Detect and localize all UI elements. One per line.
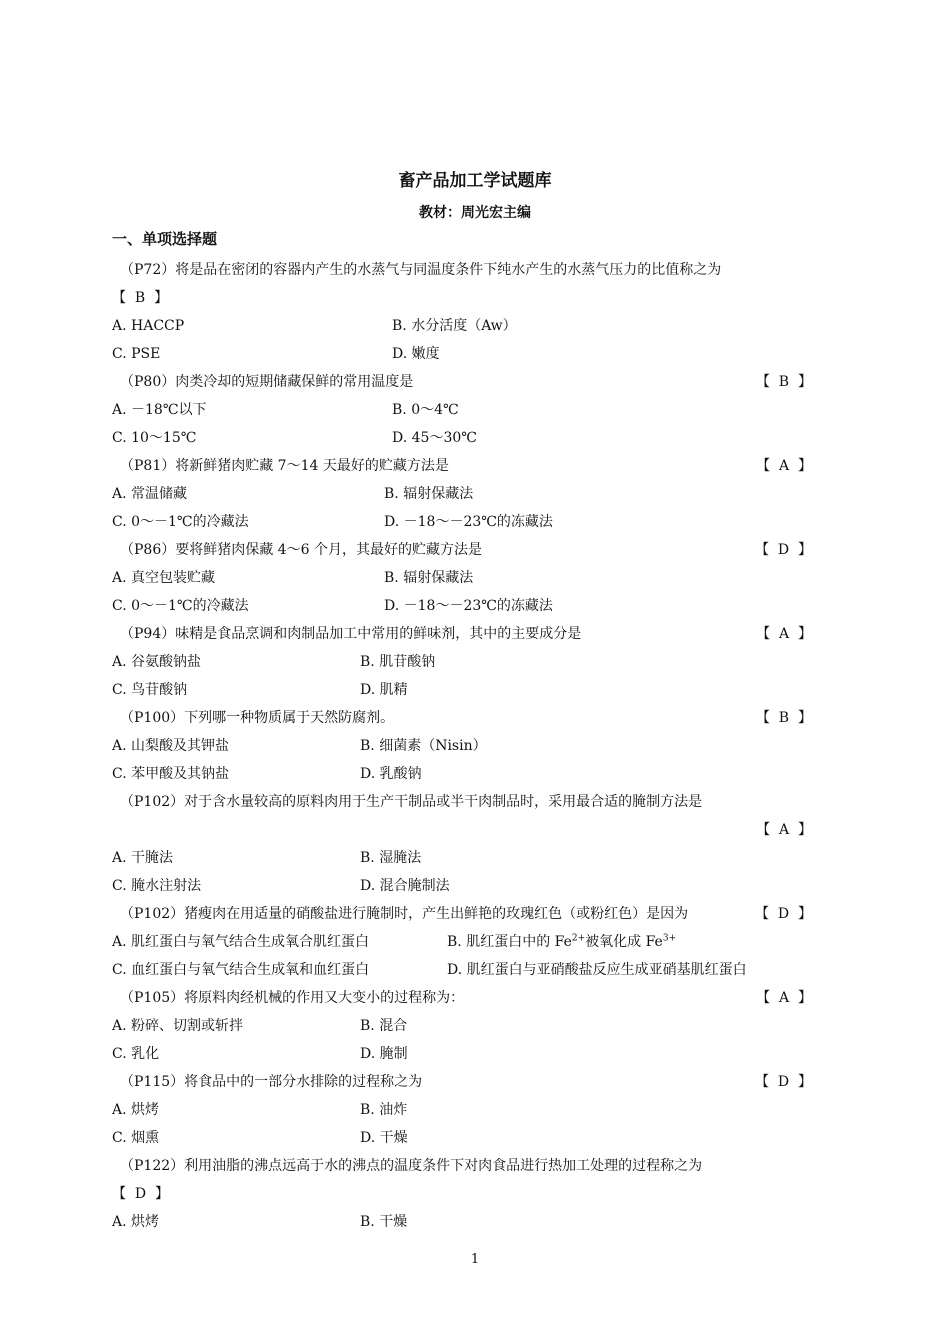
option-a: A. 干腌法 xyxy=(112,850,174,866)
option-row xyxy=(112,844,812,872)
question-text: （P102）猪瘦肉在用适量的硝酸盐进行腌制时，产生出鲜艳的玫瑰红色（或粉红色）是因为 xyxy=(120,906,689,922)
option-c: C. 鸟苷酸钠 xyxy=(112,682,188,698)
option-row xyxy=(112,1096,812,1124)
option-row xyxy=(112,1040,812,1068)
answer-line xyxy=(112,816,812,844)
answer-bracket: 【 D 】 xyxy=(112,1186,170,1202)
option-row xyxy=(112,312,812,340)
option-b: B. 0～4℃ xyxy=(392,402,459,418)
answer-bracket: 【 D 】 xyxy=(754,1074,812,1090)
option-row xyxy=(112,480,812,508)
option-row xyxy=(112,760,812,788)
answer-line xyxy=(112,284,812,312)
answer-bracket: 【 D 】 xyxy=(754,906,812,922)
option-b-text: 被氧化成 Fe xyxy=(585,934,663,950)
answer-bracket: 【 D 】 xyxy=(754,542,812,558)
option-row xyxy=(112,648,812,676)
option-d: D. 乳酸钠 xyxy=(360,766,422,782)
option-b: B. 水分活度（Aw） xyxy=(392,318,517,334)
answer-bracket: 【 A 】 xyxy=(756,822,812,838)
superscript: 3+ xyxy=(662,933,677,944)
option-b: B. 油炸 xyxy=(360,1102,408,1118)
superscript: 2+ xyxy=(571,933,586,944)
option-a: A. 粉碎、切割或斩拌 xyxy=(112,1018,244,1034)
option-d: D. －18～－23℃的冻藏法 xyxy=(384,514,553,530)
question-text: （P81）将新鲜猪肉贮藏 7～14 天最好的贮藏方法是 xyxy=(120,458,449,474)
option-a: A. 烘烤 xyxy=(112,1102,160,1118)
question-stem xyxy=(112,620,812,648)
section-heading: 一、单项选择题 xyxy=(112,230,218,248)
page-number: 1 xyxy=(470,1252,480,1267)
question-list xyxy=(112,256,812,1236)
option-row xyxy=(112,872,812,900)
option-a: A. －18℃以下 xyxy=(112,402,207,418)
option-row xyxy=(112,508,812,536)
question-text: （P72）将是品在密闭的容器内产生的水蒸气与同温度条件下纯水产生的水蒸气压力的比值称之为 xyxy=(120,262,722,278)
option-d: D. 45～30℃ xyxy=(392,430,477,446)
option-a: A. 山梨酸及其钾盐 xyxy=(112,738,230,754)
option-b: B. 肌苷酸钠 xyxy=(360,654,436,670)
answer-bracket: 【 A 】 xyxy=(756,626,812,642)
option-c: C. 0～－1℃的冷藏法 xyxy=(112,514,249,530)
question-stem xyxy=(112,256,812,284)
option-d: D. 干燥 xyxy=(360,1130,408,1146)
option-row xyxy=(112,676,812,704)
option-b: B. 混合 xyxy=(360,1018,408,1034)
option-d: D. 腌制 xyxy=(360,1046,408,1062)
question-stem xyxy=(112,704,812,732)
question-stem xyxy=(112,984,812,1012)
question-stem xyxy=(112,452,812,480)
option-b-text: B. 肌红蛋白中的 Fe xyxy=(447,934,572,950)
option-b: B. 干燥 xyxy=(360,1214,408,1230)
option-row xyxy=(112,564,812,592)
option-row xyxy=(112,592,812,620)
question-text: （P100）下列哪一种物质属于天然防腐剂。 xyxy=(120,710,395,726)
option-b: B. 辐射保藏法 xyxy=(384,570,474,586)
option-d: D. 混合腌制法 xyxy=(360,878,450,894)
question-text: （P86）要将鲜猪肉保藏 4～6 个月，其最好的贮藏方法是 xyxy=(120,542,482,558)
option-c: C. 10～15℃ xyxy=(112,430,197,446)
option-a: A. 真空包装贮藏 xyxy=(112,570,216,586)
option-a: A. 谷氨酸钠盐 xyxy=(112,654,202,670)
question-text: （P115）将食品中的一部分水排除的过程称之为 xyxy=(120,1074,423,1090)
answer-line xyxy=(112,1180,812,1208)
question-text: （P94）味精是食品烹调和肉制品加工中常用的鲜味剂，其中的主要成分是 xyxy=(120,626,582,642)
option-a: A. 烘烤 xyxy=(112,1214,160,1230)
option-c: C. 烟熏 xyxy=(112,1130,160,1146)
question-text: （P102）对于含水量较高的原料肉用于生产干制品或半干肉制品时，采用最合适的腌制方法是 xyxy=(120,794,703,810)
option-c: C. 乳化 xyxy=(112,1046,160,1062)
document-subtitle: 教材：周光宏主编 xyxy=(419,205,531,221)
option-c: C. 0～－1℃的冷藏法 xyxy=(112,598,249,614)
option-row xyxy=(112,928,812,956)
option-row xyxy=(112,1208,812,1236)
option-a: A. HACCP xyxy=(112,318,185,334)
answer-bracket: 【 B 】 xyxy=(112,290,169,306)
option-row xyxy=(112,956,812,984)
answer-bracket: 【 B 】 xyxy=(755,710,812,726)
option-row xyxy=(112,340,812,368)
option-row xyxy=(112,1012,812,1040)
answer-bracket: 【 A 】 xyxy=(756,458,812,474)
option-a: A. 常温储藏 xyxy=(112,486,188,502)
question-stem xyxy=(112,536,812,564)
question-text: （P80）肉类冷却的短期储藏保鲜的常用温度是 xyxy=(120,374,414,390)
option-b: B. 湿腌法 xyxy=(360,850,422,866)
option-d: D. 肌红蛋白与亚硝酸盐反应生成亚硝基肌红蛋白 xyxy=(447,962,747,978)
question-text: （P105）将原料肉经机械的作用又大变小的过程称为： xyxy=(120,990,465,1006)
option-d: D. －18～－23℃的冻藏法 xyxy=(384,598,553,614)
option-row xyxy=(112,424,812,452)
option-d: D. 嫩度 xyxy=(392,346,440,362)
question-stem xyxy=(112,788,812,816)
option-row xyxy=(112,1124,812,1152)
option-row xyxy=(112,732,812,760)
option-c: C. PSE xyxy=(112,346,161,362)
question-text: （P122）利用油脂的沸点远高于水的沸点的温度条件下对肉食品进行热加工处理的过程称之为 xyxy=(120,1158,703,1174)
option-d: D. 肌精 xyxy=(360,682,408,698)
option-a: A. 肌红蛋白与氧气结合生成氧合肌红蛋白 xyxy=(112,934,370,950)
answer-bracket: 【 B 】 xyxy=(755,374,812,390)
answer-bracket: 【 A 】 xyxy=(756,990,812,1006)
question-stem xyxy=(112,368,812,396)
option-b xyxy=(447,928,676,956)
question-stem xyxy=(112,1068,812,1096)
question-stem xyxy=(112,1152,812,1180)
document-title: 畜产品加工学试题库 xyxy=(398,171,552,191)
option-b: B. 辐射保藏法 xyxy=(384,486,474,502)
question-stem xyxy=(112,900,812,928)
option-row xyxy=(112,396,812,424)
option-b: B. 细菌素（Nisin） xyxy=(360,738,487,754)
option-c: C. 血红蛋白与氧气结合生成氧和血红蛋白 xyxy=(112,962,370,978)
option-c: C. 苯甲酸及其钠盐 xyxy=(112,766,230,782)
option-c: C. 腌水注射法 xyxy=(112,878,202,894)
